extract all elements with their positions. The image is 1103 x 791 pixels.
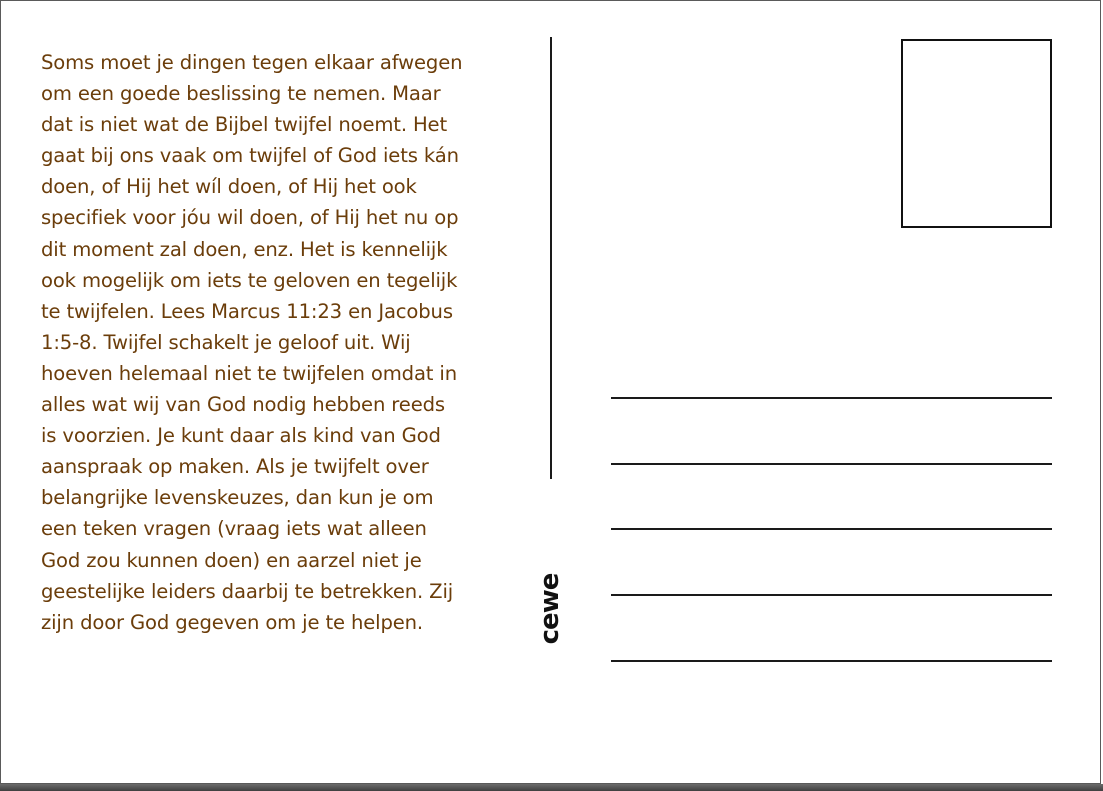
message-line: God zou kunnen doen) en aarzel niet je: [41, 548, 422, 572]
message-line: is voorzien. Je kunt daar als kind van God: [41, 424, 441, 448]
message-line: Soms moet je dingen tegen elkaar afwegen: [41, 51, 463, 74]
message-line: zijn door God gegeven om je te helpen.: [41, 610, 423, 634]
message-line: geestelijke leiders daarbij te betrekken. Zij: [41, 579, 454, 603]
message-line: doen, of Hij het wíl doen, of Hij het ook: [41, 175, 417, 199]
message-line: belangrijke levenskeuzes, dan kun je om: [41, 486, 434, 510]
address-line: [611, 594, 1052, 596]
message-line: alles wat wij van God nodig hebben reeds: [41, 393, 445, 417]
message-line: aanspraak op maken. Als je twijfelt over: [41, 455, 429, 479]
stamp-box: [901, 39, 1052, 228]
message-line: hoeven helemaal niet te twijfelen omdat in: [41, 361, 457, 385]
message-line: 1:5-8. Twijfel schakelt je geloof uit. Wij: [41, 330, 411, 354]
message-line: specifiek voor jóu wil doen, of Hij het nu op: [41, 206, 459, 230]
message-line: ook mogelijk om iets te geloven en tegelijk: [41, 268, 458, 292]
cewe-logo: cewe: [535, 573, 565, 645]
address-line: [611, 397, 1052, 399]
center-divider: [550, 37, 552, 479]
message-line: gaat bij ons vaak om twijfel of God iets kán: [41, 144, 459, 168]
message-line: dit moment zal doen, enz. Het is kennelijk: [41, 237, 448, 261]
address-line: [611, 660, 1052, 662]
address-line: [611, 463, 1052, 465]
message-line: om een goede beslissing te nemen. Maar: [41, 82, 441, 106]
address-line: [611, 528, 1052, 530]
postcard-message: [41, 47, 521, 638]
bottom-shadow: [0, 784, 1103, 791]
message-line: dat is niet wat de Bijbel twijfel noemt. Het: [41, 113, 447, 137]
message-line: te twijfelen. Lees Marcus 11:23 en Jacobus: [41, 299, 453, 323]
message-line: een teken vragen (vraag iets wat alleen: [41, 517, 427, 541]
